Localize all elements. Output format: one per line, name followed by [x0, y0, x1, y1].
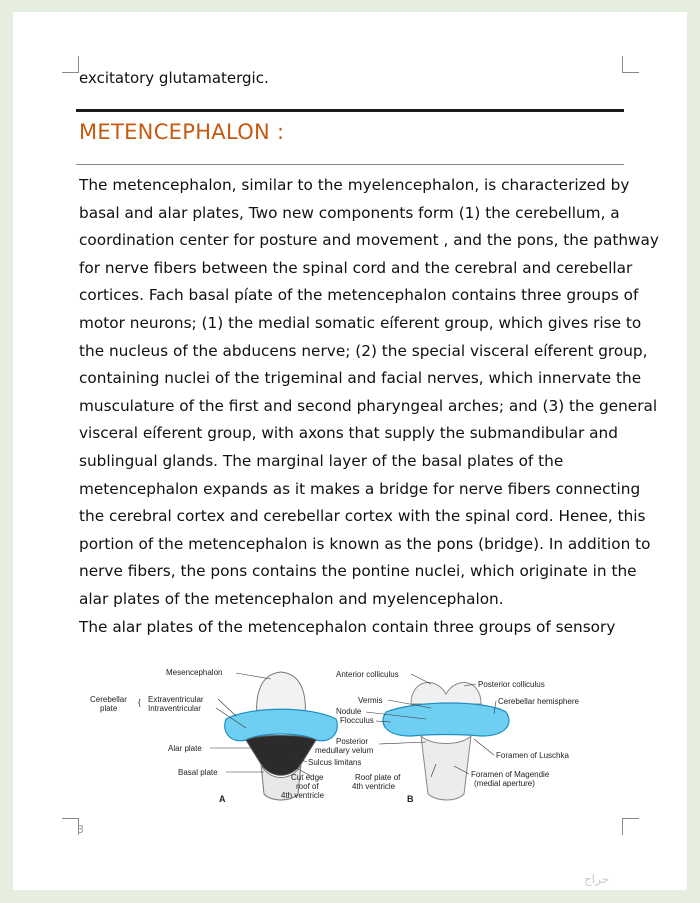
body-line: the cerebral cortex and cerebellar cortex with the spinal cord. Henee, this: [79, 507, 646, 526]
figure-panel-b: [315, 670, 579, 804]
colliculi-shape: [411, 683, 481, 704]
body-line: portion of the metencephalon is known as the pons (bridge). In addition to: [79, 534, 651, 553]
body-line: motor neurons; (1) the medial somatic eíferent group, which gives rise to: [79, 313, 642, 332]
label-mesencephalon: Mesencephalon: [166, 668, 223, 677]
body-line: alar plates of the metencephalon and myelencephalon.: [79, 589, 504, 608]
label-foramen-magendie: Foramen of Magendie: [471, 770, 550, 779]
body-line: for nerve fibers between the spinal cord and the cerebral and cerebellar: [79, 258, 633, 277]
label-roof-plate: Roof plate of: [355, 773, 401, 782]
metencephalon-figure: [86, 664, 616, 809]
body-line: The metencephalon, similar to the myelencephalon, is characterized by: [79, 176, 630, 194]
body-line: cortices. Fach basal píate of the metencephalon contains three groups of: [79, 286, 639, 305]
label-cerebellar-hemisphere: Cerebellar hemisphere: [498, 697, 579, 706]
label-roof-plate-2: 4th ventricle: [352, 782, 396, 791]
page-number: 3: [77, 823, 84, 836]
heading-bottom-rule: [76, 164, 624, 165]
label-alar-plate: Alar plate: [168, 744, 202, 753]
brace-icon: {: [138, 698, 141, 707]
body-line: musculature of the first and second pharyngeal arches; and (3) the general: [79, 396, 658, 415]
fourth-ventricle-shape: [246, 736, 316, 776]
label-posterior-colliculus: Posterior colliculus: [478, 680, 545, 689]
label-nodule: Nodule: [336, 707, 362, 716]
crop-mark-top-left: [62, 56, 79, 73]
body-line: metencephalon expands as it makes a bridge for nerve fibers connecting: [79, 479, 641, 498]
crop-mark-top-right: [622, 56, 639, 73]
watermark: حراج: [584, 872, 610, 886]
heading-top-rule: [76, 109, 624, 112]
body-line: sublingual glands. The marginal layer of the basal plates of the: [79, 451, 564, 470]
panel-letter-b: B: [407, 794, 414, 804]
label-extraventricular: Extraventricular: [148, 695, 204, 704]
label-intraventricular: Intraventricular: [148, 704, 201, 713]
label-cut-edge-2: roof of: [296, 782, 319, 791]
body-line: nerve fibers, the pons contains the pontine nuclei, which originate in the: [79, 562, 637, 581]
body-line: basal and alar plates, Two new components form (1) the cerebellum, a: [79, 203, 620, 222]
body-line: visceral eíferent group, with axons that supply the submandibular and: [79, 424, 618, 443]
label-posterior-velum-2: medullary velum: [315, 746, 374, 755]
body-line: The alar plates of the metencephalon contain three groups of sensory: [79, 617, 616, 636]
previous-paragraph-end: excitatory glutamatergic.: [79, 69, 269, 87]
crop-mark-bottom-right: [622, 818, 639, 835]
body-paragraph: [79, 172, 659, 641]
label-foramen-magendie-2: (medial aperture): [474, 779, 535, 788]
label-posterior-velum: Posterior: [336, 737, 369, 746]
label-sulcus-limitans: Sulcus limitans: [308, 758, 362, 767]
label-vermis: Vermis: [358, 696, 383, 705]
figure-panel-a: [90, 668, 361, 804]
label-anterior-colliculus: Anterior colliculus: [336, 670, 399, 679]
medulla-shape: [421, 736, 471, 800]
body-line: containing nuclei of the trigeminal and facial nerves, which innervate the: [79, 369, 642, 388]
label-cerebellar-plate: Cerebellar: [90, 695, 127, 704]
body-line: the nucleus of the abducens nerve; (2) the special visceral eíferent group,: [79, 341, 648, 360]
label-foramen-luschka: Foramen of Luschka: [496, 751, 569, 760]
label-cut-edge-3: 4th ventricle: [281, 791, 325, 800]
body-line: coordination center for posture and movement , and the pons, the pathway: [79, 231, 659, 250]
label-cerebellar-plate-2: plate: [100, 704, 118, 713]
cerebellar-hemisphere-shape: [383, 703, 509, 736]
label-basal-plate: Basal plate: [178, 768, 218, 777]
label-flocculus: Flocculus: [340, 716, 374, 725]
label-cut-edge: Cut edge: [291, 773, 324, 782]
section-heading: METENCEPHALON :: [79, 120, 285, 144]
panel-letter-a: A: [219, 794, 226, 804]
